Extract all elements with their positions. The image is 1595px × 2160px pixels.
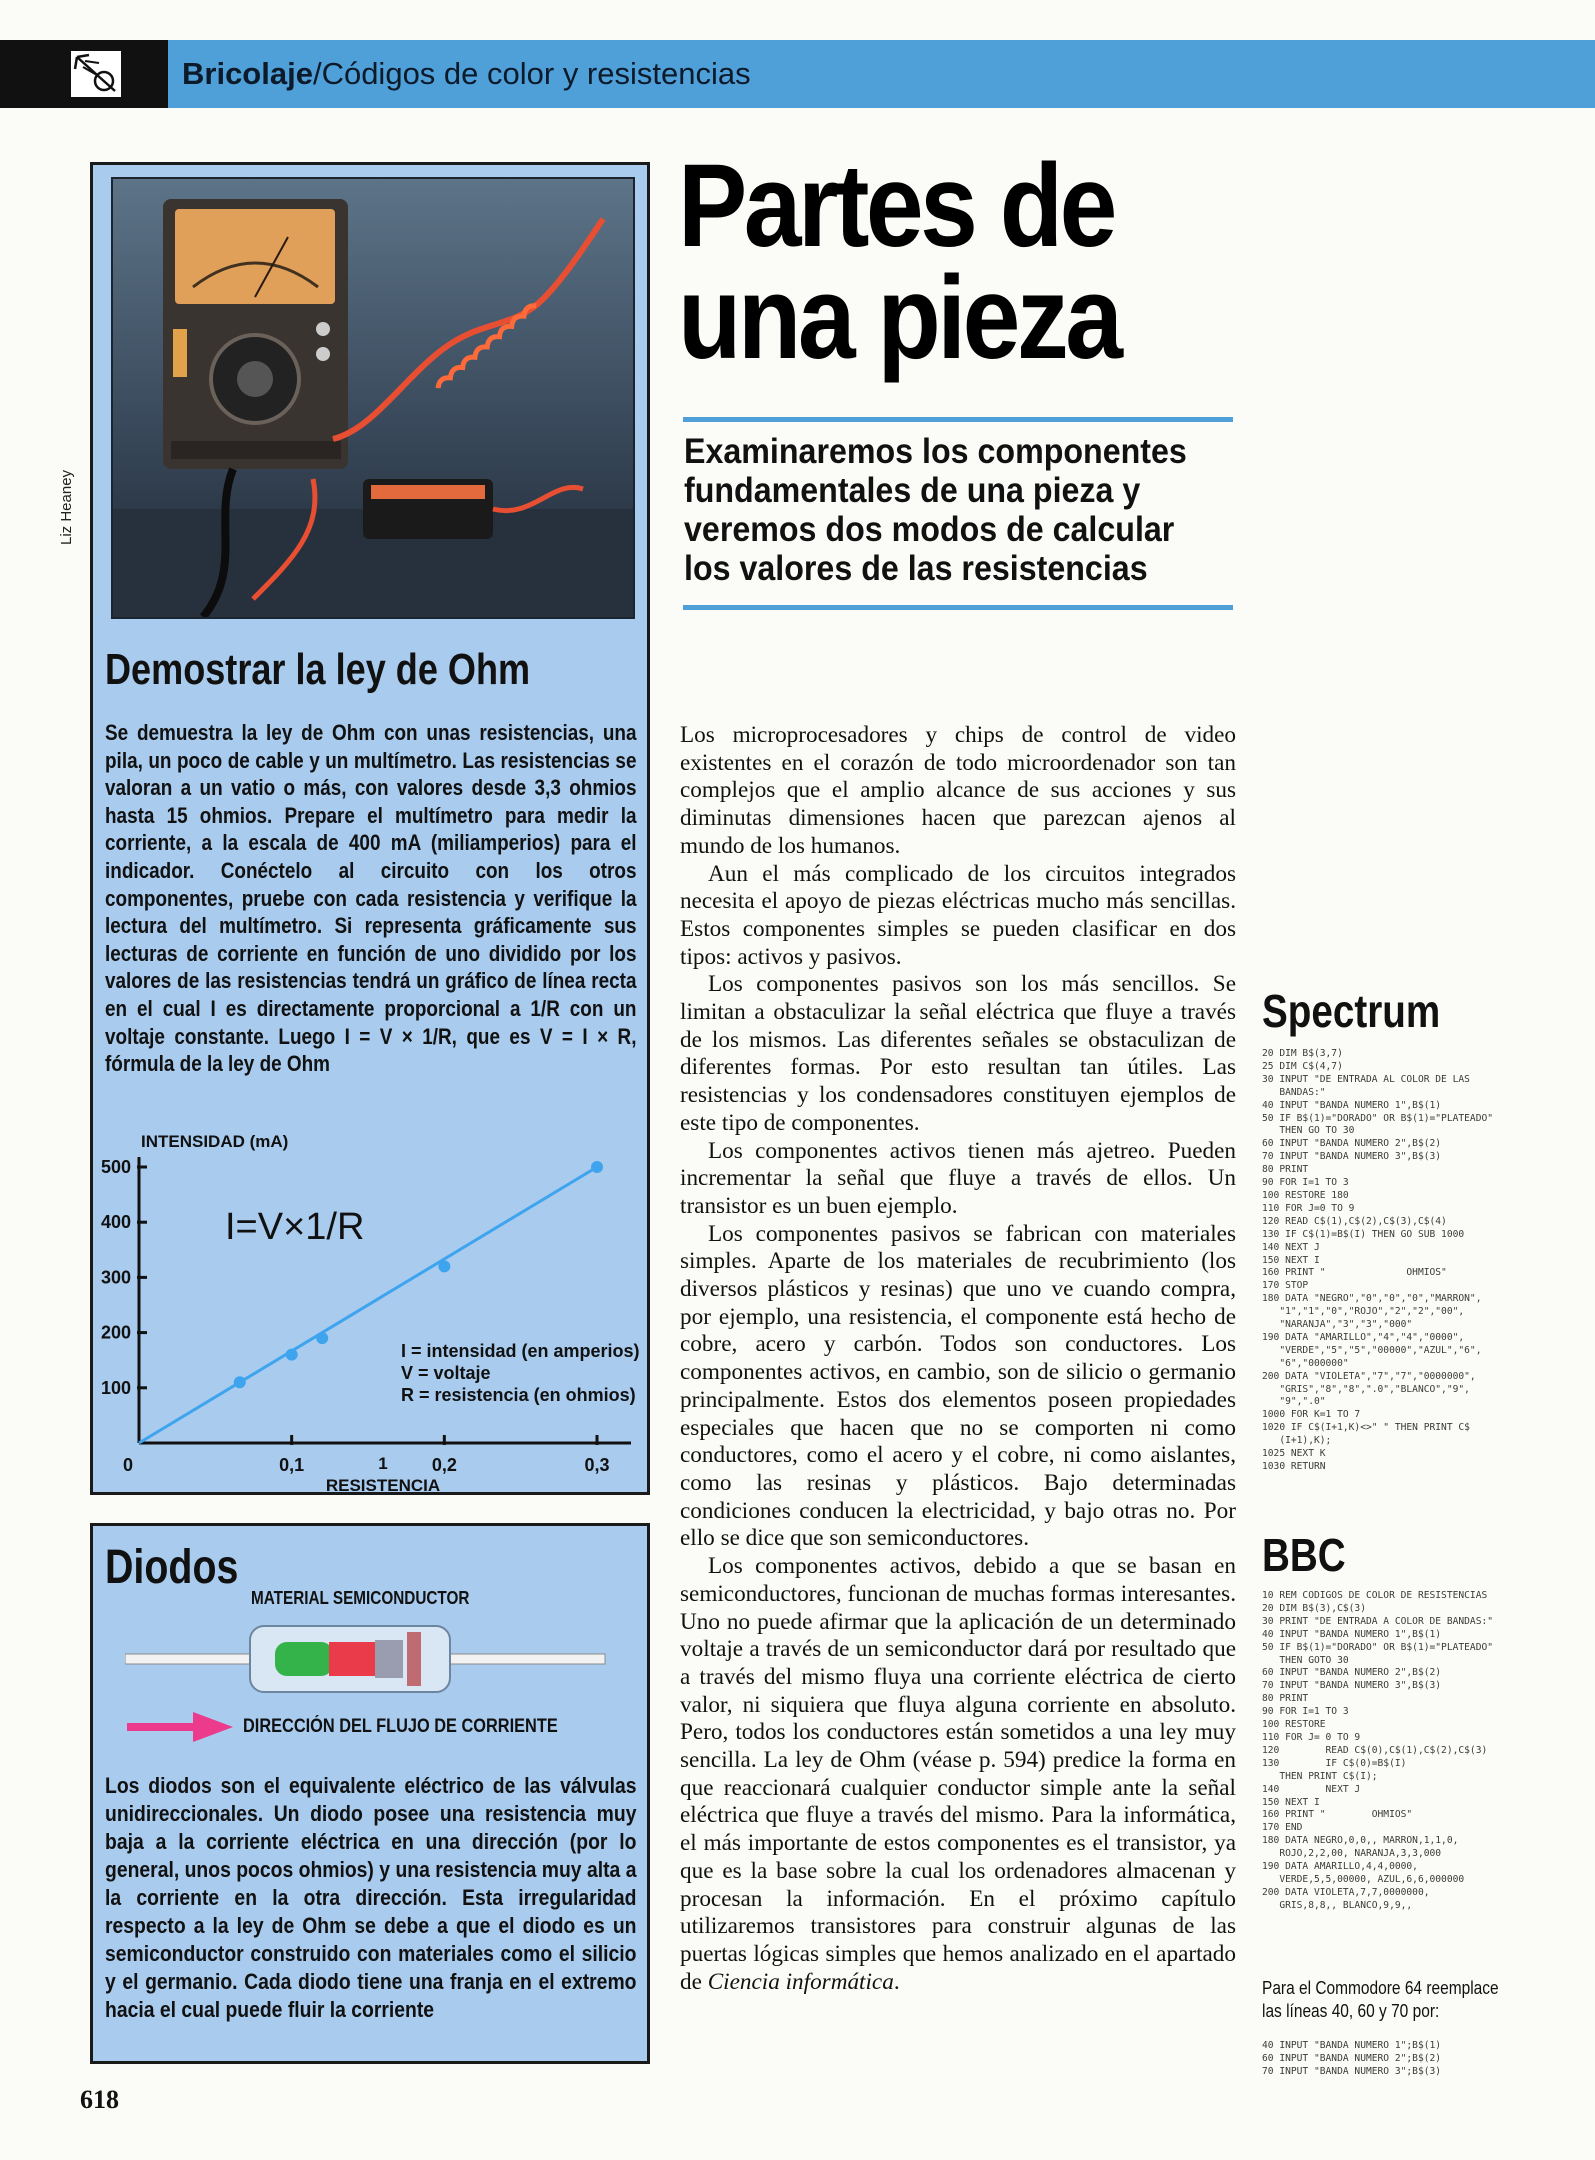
magnifier-circuit-icon xyxy=(68,48,124,100)
header-section: Bricolaje xyxy=(182,56,313,91)
header-title xyxy=(182,52,751,96)
ohm-box-title: Demostrar la ley de Ohm xyxy=(105,645,531,694)
chart-y-tick-label: 100 xyxy=(101,1377,131,1398)
diode-box xyxy=(90,1523,650,2064)
article-paragraph: Aun el más complicado de los circuitos integrados necesita el apoyo de piezas eléctricas mucho más sencillas. Estos componentes simples se pueden clasificar en dos tipos: activos y pasivos. xyxy=(680,860,1236,970)
page-number: 618 xyxy=(80,2085,119,2114)
article-title xyxy=(678,140,1120,384)
chart-xlabel: RESISTENCIA xyxy=(325,1476,441,1495)
c64-note-line1: Para el Commodore 64 reemplace xyxy=(1262,1978,1499,1998)
chart-y-tick-label: 400 xyxy=(101,1212,131,1233)
ohm-box-text: Se demuestra la ley de Ohm con unas resistencias, una pila, un poco de cable y un multímetro. Las resistencias se valoran a un vatio o más, con valores desde 3,3 ohmios hasta 15 ohmios. Prepare el multímetro para medir la corriente, a la escala de 400 mA (miliamperios) para el indicador. Conéctelo al circuito con los otros componentes, pruebe con cada resistencia y verifique la lectura del multímetro. Si representa gráficamente sus lecturas de corriente en función de uno dividido por los valores de las resistencias tendrá un gráfico de línea recta en el cual I es directamente proporcional a 1/R con un voltaje constante. Luego I = V × 1/R, que es V = I × R, fórmula de la ley de Ohm xyxy=(105,720,637,1077)
ohm-law-box xyxy=(90,162,650,1495)
spectrum-code: 20 DIM B$(3,7) 25 DIM C$(4,7) 30 INPUT "DE ENTRADA AL COLOR DE LAS BANDAS:" 40 INPUT "BANDA NUMERO 1",B$(1) 50 IF B$(1)="DORADO" OR B$(1)="PLATEADO" THEN GO TO 30 60 INPUT "BANDA NUMERO 2",B$(2) 70 INPUT "BANDA NUMERO 3",B$(3) 80 PRINT 90 FOR I=1 TO 3 100 RESTORE 180 110 FOR J=0 TO 9 120 READ C$(1),C$(2),C$(3),C$(4) 130 IF C$(1)=B$(I) THEN GO SUB 1000 140 NEXT J 150 NEXT I 160 PRINT " OHMIOS" 170 STOP 180 DATA "NEGRO","0","0","0","MARRON", "1","1","0","ROJO","2","2","00", "NARANJA","3","3","000" 190 DATA "AMARILLO","4","4","0000", "VERDE","5","5","00000","AZUL","6", "6","000000" 200 DATA "VIOLETA","7","7","0000000", "GRIS","8","8",".0","BLANCO","9", "9",".0" 1000 FOR K=1 TO 7 1020 IF C$(I+1,K)<>" " THEN PRINT C$ (I+1),K); 1025 NEXT K 1030 RETURN xyxy=(1262,1048,1494,1472)
bbc-code: 10 REM CODIGOS DE COLOR DE RESISTENCIAS 20 DIM B$(3),C$(3) 30 PRINT "DE ENTRADA A COLOR DE BANDAS:" 40 INPUT "BANDA NUMERO 1",B$(1) 50 IF B$(1)="DORADO" OR B$(1)="PLATEADO" THEN GOTO 30 60 INPUT "BANDA NUMERO 2",B$(2) 70 INPUT "BANDA NUMERO 3",B$(3) 80 PRINT 90 FOR I=1 TO 3 100 RESTORE 110 FOR J= 0 TO 9 120 READ C$(0),C$(1),C$(2),C$(3) 130 IF C$(0)=B$(I) THEN PRINT C$(I); 140 NEXT J 150 NEXT I 160 PRINT " OHMIOS" 170 END 180 DATA NEGRO,0,0,, MARRON,1,1,0, ROJO,2,2,00, NARANJA,3,3,000 190 DATA AMARILLO,4,4,0000, VERDE,5,5,00000, AZUL,6,6,000000 200 DATA VIOLETA,7,7,0000000, GRIS,8,8,, BLANCO,9,9,, xyxy=(1262,1590,1494,1911)
diode-box-title: Diodos xyxy=(105,1541,239,1594)
spectrum-title: Spectrum xyxy=(1262,985,1441,1037)
chart-data-point xyxy=(591,1161,603,1173)
article-paragraph: Los componentes pasivos se fabrican con materiales simples. Aparte de los materiales de recubrimiento (los diversos plásticos y resinas) que uno ve cuando compra, por ejemplo, una resistencia, el componente está hecho de cobre, acero y carbón. Todos son conductores. Los componentes activos, en cambio, son de silicio o germanio principalmente. Estos dos elementos poseen propiedades especiales que hacen que no se comporten ni como conductores, como el acero y el cobre, ni como aislantes, como las resinas y plásticos. Bajo determinadas condiciones conducen la electricidad, y bajo otras no. Por ello se dice que son semiconductores. xyxy=(680,1220,1236,1552)
header-topic: /Códigos de color y resistencias xyxy=(312,56,751,91)
ohm-chart xyxy=(101,1125,645,1495)
chart-data-point xyxy=(286,1349,298,1361)
multimeter-photo xyxy=(111,177,635,619)
title-rule-top xyxy=(683,417,1233,422)
article-italic-ref: Ciencia informática xyxy=(707,1968,894,1995)
chart-x-tick-label: 0,3 xyxy=(584,1455,610,1475)
article-end: . xyxy=(893,1968,900,1995)
chart-y-tick-label: 500 xyxy=(101,1157,131,1177)
chart-data-point xyxy=(234,1376,246,1388)
chart-legend-item: R = resistencia (en ohmios) xyxy=(401,1385,636,1405)
photo-credit: Liz Heaney xyxy=(58,469,75,545)
flow-label: DIRECCIÓN DEL FLUJO DE CORRIENTE xyxy=(243,1716,558,1737)
chart-y-tick-label: 200 xyxy=(101,1322,131,1343)
c64-code: 40 INPUT "BANDA NUMERO 1";B$(1) 60 INPUT "BANDA NUMERO 2";B$(2) 70 INPUT "BANDA NUMERO 3";B$(3) xyxy=(1262,2040,1442,2077)
chart-formula: I=V×1/R xyxy=(225,1206,365,1248)
article-paragraph-text: Los componentes activos, debido a que se basan en semiconductores, funcionan de muchas formas interesantes. Uno no puede afirmar que la aplicación de un determinado voltaje a través de un semiconductor dará por resultado que a través del mismo fluya una corriente eléctrica de cierto valor, ni siquiera que fluya alguna corriente en absoluto. Pero, todos los conductores están sometidos a una ley muy sencilla. La ley de Ohm (véase p. 594) predice la forma en que reaccionará cualquier conductor simple ante la señal eléctrica que fluye a través del mismo. Para la informática, el más importante de estos componentes es el transistor, ya que es la base sobre la cual los ordenadores almacenan y procesan la información. En el próximo capítulo utilizaremos transistores para construir algunas de las puertas lógicas simples que hemos analizado en el apartado de xyxy=(680,1553,1236,1995)
chart-data-point xyxy=(438,1260,450,1272)
ohm-chart-svg xyxy=(101,1125,645,1495)
article-title-line2: una pieza xyxy=(678,252,1120,384)
c64-note xyxy=(1262,1977,1499,2023)
diode-box-text: Los diodos son el equivalente eléctrico de las válvulas unidireccionales. Un diodo posee una resistencia muy baja a la corriente eléctrica en una dirección (por lo general, unos pocos ohmios) y una resistencia muy alta a la corriente en la otra dirección. Esta irregularidad respecto a la ley de Ohm se debe a que el diodo es un semiconductor construido con materiales como el silicio y el germanio. Cada diodo tiene una franja en el extremo hacia el cual puede fluir la corriente xyxy=(105,1773,637,2022)
semiconductor-green xyxy=(275,1642,333,1676)
article-paragraph: Los microprocesadores y chips de control de video existentes en el corazón de todo microordenador son tan complejos que el amplio alcance de sus acciones y sus diminutas dimensiones hacen que parezcan ajenos al mundo de los humanos. xyxy=(680,722,1236,859)
article-body xyxy=(680,722,1236,1996)
chart-x-tick-label: 0,2 xyxy=(431,1455,457,1475)
material-label: MATERIAL SEMICONDUCTOR xyxy=(251,1588,470,1608)
c64-note-line2: las líneas 40, 60 y 70 por: xyxy=(1262,2001,1440,2021)
chart-ylabel: INTENSIDAD (mA) xyxy=(141,1132,289,1151)
chart-y-tick-label: 300 xyxy=(101,1267,131,1288)
diode-stripe xyxy=(407,1632,421,1686)
current-arrow-icon xyxy=(127,1712,237,1742)
article-paragraph: Los componentes pasivos son los más sencillos. Se limitan a obstaculizar la señal eléctrica que fluye a través de los mismos. Las diferentes señales se obstaculizan de diferentes formas. Por esto resultan tan útiles. Las resistencias y los condensadores constituyen ejemplos de este tipo de componentes. xyxy=(680,971,1236,1136)
article-subtitle: Examinaremos los componentes fundamentales de una pieza y veremos dos modos de calcular los valores de las resistencias xyxy=(684,432,1187,588)
article-title-line1: Partes de xyxy=(678,140,1114,272)
article-paragraph: Los componentes activos tienen más ajetreo. Pueden incrementar la señal que fluye a través de ellos. Un transistor es un buen ejemplo. xyxy=(680,1137,1236,1219)
chart-x-tick-label: 0,1 xyxy=(279,1455,305,1475)
title-rule-bottom xyxy=(683,605,1233,610)
chart-data-point xyxy=(316,1332,328,1344)
chart-xlabel-top: 1 xyxy=(378,1454,388,1473)
article-paragraph-last xyxy=(680,1553,1236,1996)
semiconductor-red xyxy=(329,1642,375,1676)
chart-x-tick-label: 0 xyxy=(123,1455,134,1475)
chart-legend-item: V = voltaje xyxy=(401,1363,491,1383)
chart-legend-item: I = intensidad (en amperios) xyxy=(401,1341,640,1361)
bbc-title: BBC xyxy=(1262,1529,1346,1581)
